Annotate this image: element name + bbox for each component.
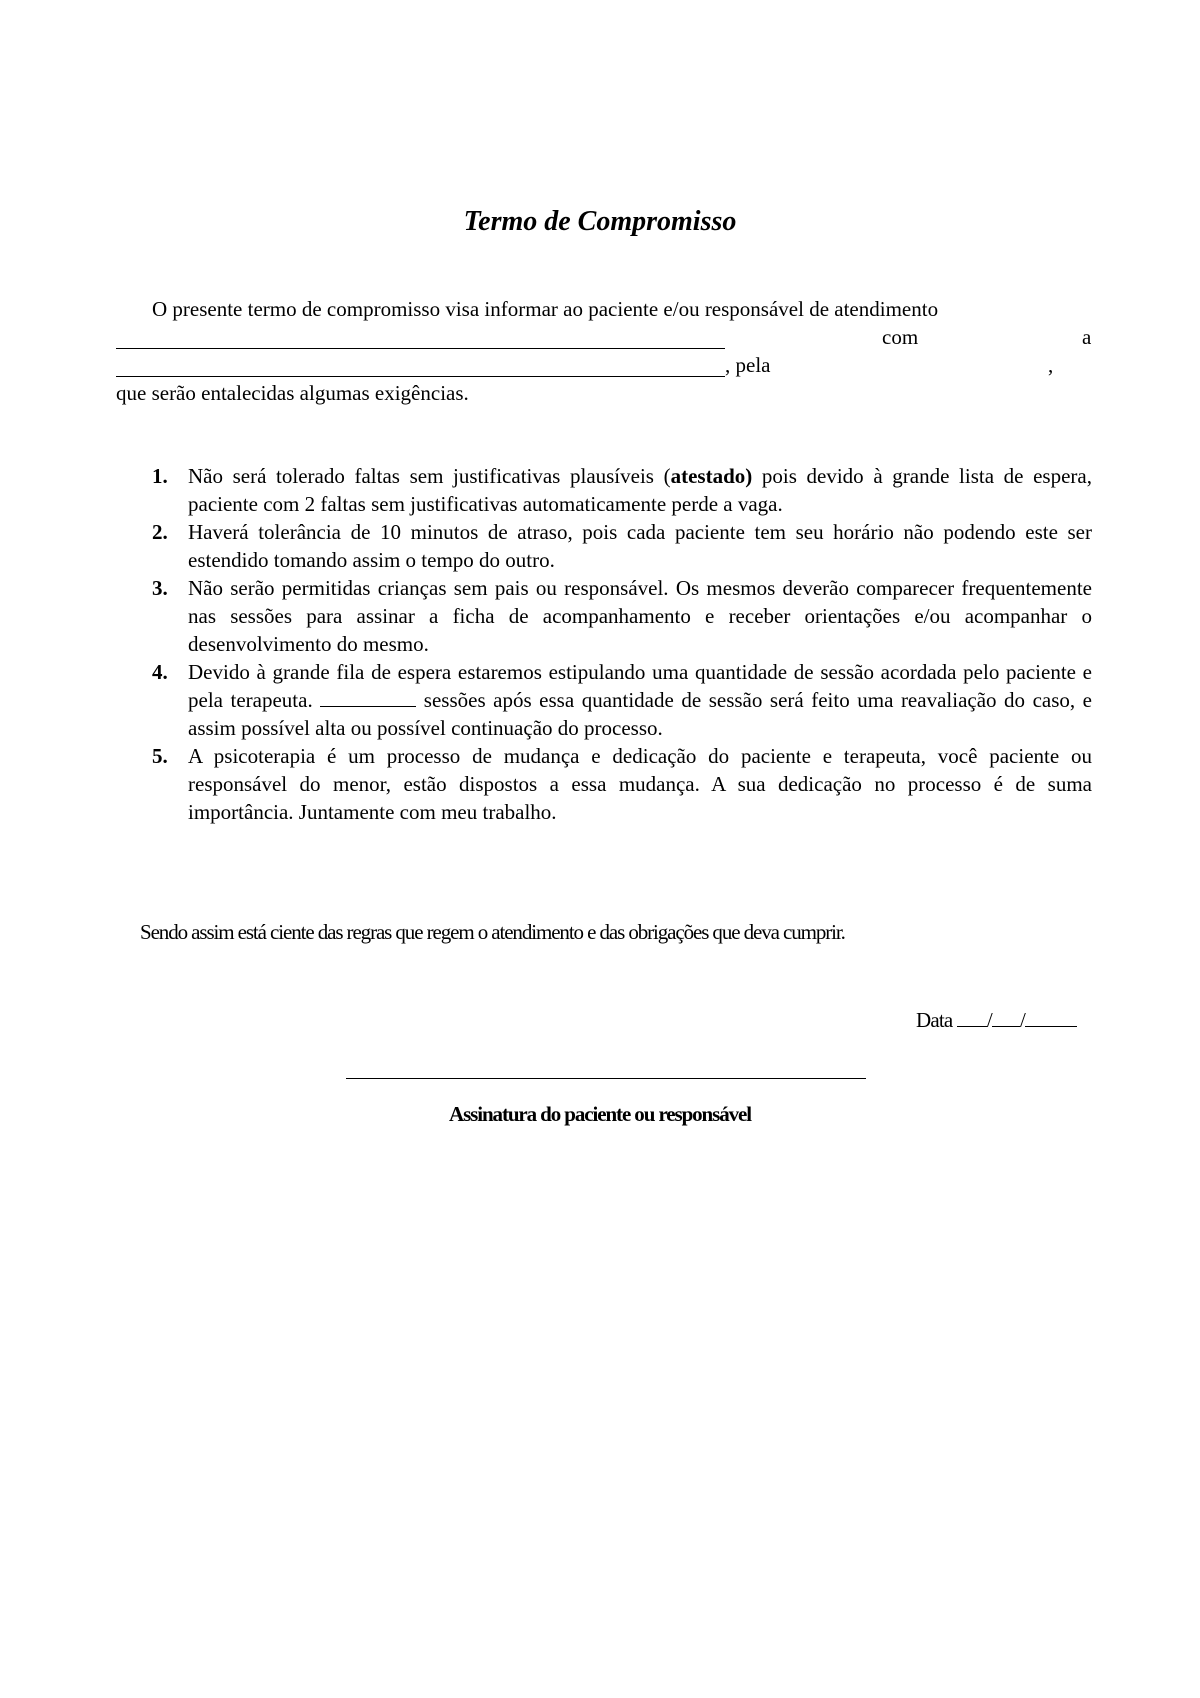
- intro-comma: ,: [1048, 353, 1054, 377]
- rule-text: Não será tolerado faltas sem justificativas plausíveis (: [188, 464, 671, 488]
- date-separator: /: [1019, 1008, 1025, 1032]
- professional-name-blank[interactable]: [116, 376, 725, 377]
- closing-statement: Sendo assim está ciente das regras que regem o atendimento e das obrigações que deva cumprir.: [140, 920, 845, 944]
- rule-number: 3.: [152, 576, 168, 600]
- intro-pela: , pela: [725, 353, 771, 377]
- intro-line-1: O presente termo de compromisso visa informar ao paciente e/ou responsável de atendimento: [152, 297, 939, 321]
- rule-text: pois devido à grande lista de espera, paciente com 2 faltas sem justificativas automaticamente perde a vaga.: [188, 464, 1092, 516]
- rule-number: 2.: [152, 520, 168, 544]
- patient-name-blank[interactable]: [116, 348, 725, 349]
- document-title: Termo de Compromisso: [463, 206, 737, 237]
- rule-number: 1.: [152, 464, 168, 488]
- rule-item: [116, 462, 1092, 518]
- rule-item: [116, 518, 1092, 574]
- date-year-blank[interactable]: [1025, 1008, 1077, 1027]
- date-label: Data: [916, 1008, 953, 1032]
- rule-text: A psicoterapia é um processo de mudança e dedicação do paciente e terapeuta, você paciente ou responsável do menor, estão dispostos a essa mudança. A sua dedicação no processo é de suma importância. Juntamente com meu trabalho.: [188, 744, 1092, 824]
- intro-word-com: com: [882, 325, 919, 349]
- session-count-blank[interactable]: [320, 688, 416, 707]
- rule-number: 4.: [152, 660, 168, 684]
- rule-text: Devido à grande fila de espera estaremos estipulando uma quantidade de sessão acordada pelo paciente e pela terapeuta.: [188, 660, 1092, 712]
- signature-line[interactable]: [346, 1078, 866, 1079]
- date-field: [916, 1008, 1077, 1033]
- rule-number: 5.: [152, 744, 168, 768]
- rule-text: Haverá tolerância de 10 minutos de atraso, pois cada paciente tem seu horário não podendo este ser estendido tomando assim o tempo do outro.: [188, 520, 1092, 572]
- date-separator: /: [986, 1008, 992, 1032]
- rule-item: [116, 742, 1092, 826]
- rule-text: sessões após essa quantidade de sessão será feito uma reavaliação do caso, e assim possível alta ou possível continuação do processo.: [188, 688, 1093, 740]
- signature-label: Assinatura do paciente ou responsável: [449, 1102, 751, 1126]
- intro-word-a: a: [1082, 325, 1092, 349]
- rule-text: Não serão permitidas crianças sem pais ou responsável. Os mesmos deverão comparecer frequentemente nas sessões para assinar a ficha de acompanhamento e receber orientações e/ou acompanhar o desenvolvimento do mesmo.: [188, 576, 1092, 656]
- rules-list: [116, 462, 1092, 826]
- date-month-blank[interactable]: [992, 1008, 1020, 1027]
- rule-item: [116, 658, 1092, 742]
- intro-line-4: que serão entalecidas algumas exigências.: [116, 381, 469, 405]
- date-day-blank[interactable]: [957, 1008, 987, 1027]
- rule-bold-text: atestado): [670, 464, 753, 488]
- rule-item: [116, 574, 1092, 658]
